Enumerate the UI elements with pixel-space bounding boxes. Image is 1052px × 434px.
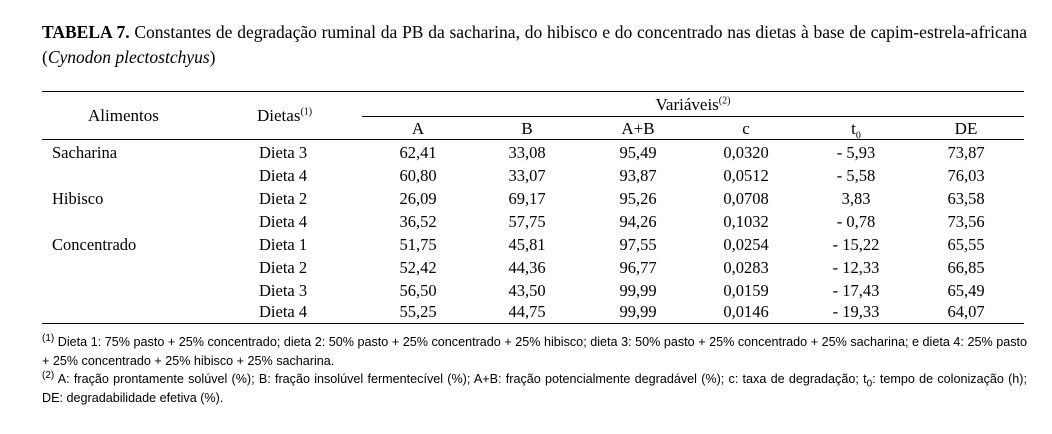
cell-a-plus-b: 96,77 <box>619 258 657 277</box>
footnote-2-subscript: 0 <box>866 378 873 390</box>
cell-a-plus-b: 99,99 <box>619 302 657 321</box>
header-alimentos <box>88 106 159 126</box>
cell-b: 44,36 <box>508 258 546 277</box>
cell-a: 60,80 <box>399 166 437 185</box>
cell-de: 65,49 <box>947 281 985 300</box>
cell-dieta: Dieta 1 <box>259 235 308 254</box>
cell-t0: - 19,33 <box>832 302 880 321</box>
caption-close: ) <box>209 47 216 67</box>
cell-b: 69,17 <box>508 189 546 208</box>
cell-dieta: Dieta 4 <box>259 166 308 185</box>
cell-dieta: Dieta 3 <box>259 281 308 300</box>
header-dietas-footnote-mark: (1) <box>300 106 313 118</box>
cell-a: 26,09 <box>399 189 437 208</box>
cell-a-plus-b: 99,99 <box>619 281 657 300</box>
cell-de: 66,85 <box>947 258 985 277</box>
column-header-de: DE <box>954 119 978 138</box>
cell-a-plus-b: 95,49 <box>619 143 657 162</box>
header-variaveis-label: Variáveis <box>655 95 719 114</box>
cell-c: 0,1032 <box>723 212 769 231</box>
cell-alimento: Sacharina <box>52 143 118 162</box>
cell-c: 0,0146 <box>723 302 769 321</box>
table-top-rule <box>42 91 1024 92</box>
cell-dieta: Dieta 2 <box>259 189 308 208</box>
cell-alimento: Concentrado <box>52 235 137 254</box>
cell-b: 33,08 <box>508 143 546 162</box>
cell-t0: - 5,58 <box>836 166 876 185</box>
table-footnotes <box>42 333 1027 407</box>
cell-de: 76,03 <box>947 166 985 185</box>
cell-dieta: Dieta 2 <box>259 258 308 277</box>
column-header-t0-label: t <box>851 119 856 138</box>
cell-de: 64,07 <box>947 302 985 321</box>
footnote-1-text: Dieta 1: 75% pasto + 25% concentrado; dieta 2: 50% pasto + 25% concentrado + 25% hibisco; dieta 3: 50% pasto + 25% concentrado + 25% sacharina; e dieta 4: 25% pasto + 25% concentrado + 25% hibisco + 25% sacharina. <box>42 335 1027 368</box>
cell-dieta: Dieta 4 <box>259 302 308 321</box>
cell-b: 45,81 <box>508 235 546 254</box>
cell-a-plus-b: 97,55 <box>619 235 657 254</box>
cell-a: 56,50 <box>399 281 437 300</box>
cell-a: 62,41 <box>399 143 437 162</box>
cell-a: 55,25 <box>399 302 437 321</box>
cell-t0: 3,83 <box>841 189 871 208</box>
header-dietas <box>257 106 312 126</box>
column-header-b: B <box>521 119 533 138</box>
cell-dieta: Dieta 3 <box>259 143 308 162</box>
cell-t0: - 0,78 <box>836 212 876 231</box>
cell-b: 43,50 <box>508 281 546 300</box>
column-header-t0-subscript: 0 <box>855 130 861 142</box>
caption-species: Cynodon plectostchyus <box>47 47 210 67</box>
cell-de: 73,56 <box>947 212 985 231</box>
cell-a: 52,42 <box>399 258 437 277</box>
header-alimentos-label: Alimentos <box>88 106 159 125</box>
cell-t0: - 5,93 <box>836 143 876 162</box>
cell-de: 73,87 <box>947 143 985 162</box>
table-caption <box>42 20 1027 70</box>
cell-c: 0,0512 <box>723 166 769 185</box>
column-header-a-plus-b: A+B <box>621 119 655 138</box>
cell-c: 0,0283 <box>723 258 769 277</box>
cell-de: 63,58 <box>947 189 985 208</box>
footnote-2-text-end: : tempo de colonização (h); DE: degradabilidade efetiva (%). <box>42 372 1027 405</box>
variables-rule <box>362 116 1024 117</box>
footnote-2-mark: (2) <box>42 369 55 381</box>
cell-c: 0,0708 <box>723 189 769 208</box>
cell-c: 0,0159 <box>723 281 769 300</box>
footnote-1-mark: (1) <box>42 332 55 344</box>
cell-dieta: Dieta 4 <box>259 212 308 231</box>
header-dietas-label: Dietas <box>257 106 301 125</box>
table-bottom-rule <box>42 323 1024 324</box>
cell-de: 65,55 <box>947 235 985 254</box>
cell-t0: - 17,43 <box>832 281 880 300</box>
cell-a-plus-b: 94,26 <box>619 212 657 231</box>
footnote-2 <box>42 370 1027 407</box>
cell-a: 51,75 <box>399 235 437 254</box>
cell-b: 33,07 <box>508 166 546 185</box>
table-label: TABELA 7. <box>42 22 130 42</box>
footnote-2-text: A: fração prontamente solúvel (%); B: fração insolúvel fermentecível (%); A+B: fração potencialmente degradável (%); c: taxa de degradação; t <box>57 372 867 386</box>
header-variaveis-footnote-mark: (2) <box>718 95 731 107</box>
cell-t0: - 15,22 <box>832 235 880 254</box>
header-variaveis <box>656 95 731 115</box>
header-bottom-rule <box>42 139 1024 140</box>
cell-a-plus-b: 95,26 <box>619 189 657 208</box>
column-header-t0 <box>851 119 861 142</box>
caption-text: Constantes de degradação ruminal da PB da sacharina, do hibisco e do concentrado nas dietas à base de capim-estrela-africana ( <box>42 22 1028 67</box>
cell-a: 36,52 <box>399 212 437 231</box>
cell-c: 0,0254 <box>723 235 769 254</box>
cell-c: 0,0320 <box>723 143 769 162</box>
column-header-a: A <box>411 119 425 138</box>
column-header-c: c <box>742 119 750 138</box>
cell-b: 44,75 <box>508 302 546 321</box>
cell-b: 57,75 <box>508 212 546 231</box>
cell-alimento: Hibisco <box>52 189 104 208</box>
cell-t0: - 12,33 <box>832 258 880 277</box>
cell-a-plus-b: 93,87 <box>619 166 657 185</box>
footnote-1 <box>42 333 1027 370</box>
